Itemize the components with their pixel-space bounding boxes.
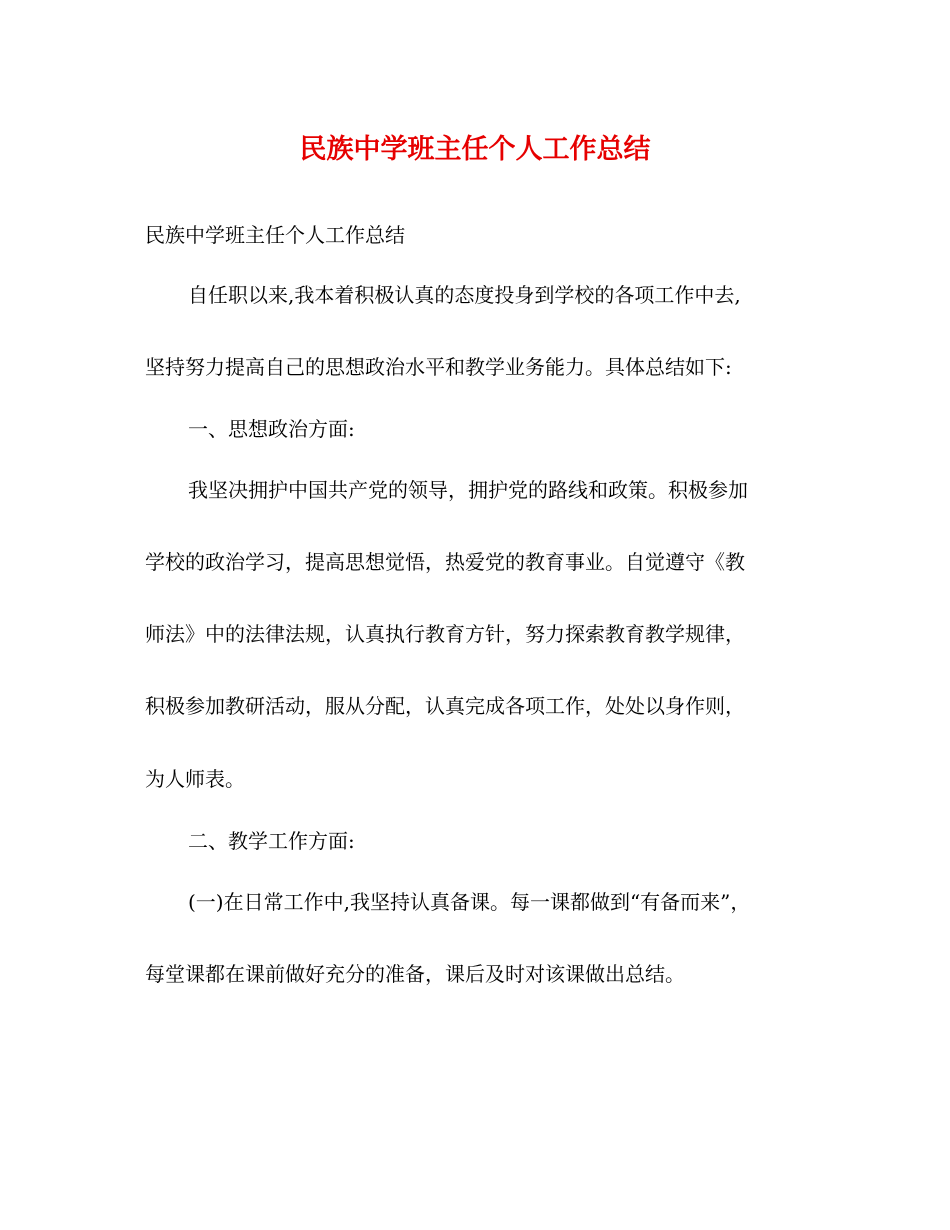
paragraph-text: 我坚决拥护中国共产党的领导，拥护党的路线和政策。积极参加 xyxy=(188,478,748,502)
section-heading: 二、教学工作方面: xyxy=(188,829,355,853)
paragraph-text: 每堂课都在课前做好充分的准备，课后及时对该课做出总结。 xyxy=(145,962,685,986)
paragraph-text: 积极参加教研活动，服从分配，认真完成各项工作，处处以身作则， xyxy=(145,694,745,718)
paragraph-text: 坚持努力提高自己的思想政治水平和教学业务能力。具体总结如下: xyxy=(145,355,732,379)
section-heading: 一、思想政治方面: xyxy=(188,417,355,441)
paragraph-text: (一)在日常工作中,我坚持认真备课。每一课都做到“有备而来”， xyxy=(188,890,751,914)
paragraph-text: 学校的政治学习，提高思想觉悟，热爱党的教育事业。自觉遵守《教 xyxy=(145,550,745,574)
paragraph-text: 师法》中的法律法规，认真执行教育方针，努力探索教育教学规律， xyxy=(145,622,745,646)
document-subtitle: 民族中学班主任个人工作总结 xyxy=(145,223,405,247)
document-title: 民族中学班主任个人工作总结 xyxy=(299,134,651,165)
paragraph-text: 为人师表。 xyxy=(145,767,245,791)
paragraph-text: 自任职以来,我本着积极认真的态度投身到学校的各项工作中去, xyxy=(188,283,741,307)
